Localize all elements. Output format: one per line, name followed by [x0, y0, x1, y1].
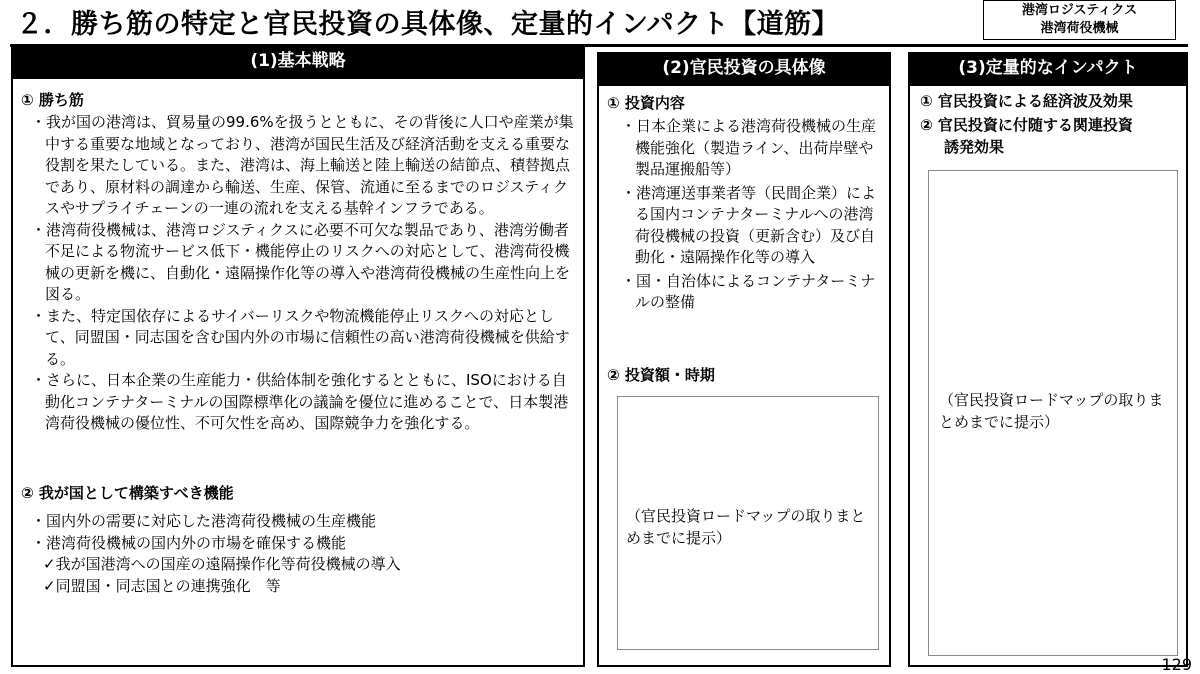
col2-placeholder-text: （官民投資ロードマップの取りまとめまでに提示）	[626, 507, 866, 547]
col2-sec2-title: ② 投資額・時期	[607, 366, 715, 384]
page-number: 129	[1161, 655, 1192, 674]
category-tag-line2: 港湾荷役機械	[1040, 21, 1119, 36]
col1-sec2-title: ② 我が国として構築すべき機能	[21, 484, 234, 502]
check-item: ✓我が国港湾への国産の遠隔操作化等荷役機械の導入	[43, 555, 401, 573]
col1-sec1-list	[31, 112, 579, 435]
col1-sec2-list	[31, 511, 579, 597]
col2-header: (2)官民投資の具体像	[597, 52, 891, 84]
list-item: ・港湾荷役機械は、港湾ロジスティクスに必要不可欠な製品であり、港湾労働者不足による物流サービス低下・機能停止のリスクへの対応として、港湾荷役機械の更新を機に、自動化・遠隔操作化等の導入や港湾荷役機械の生産性向上を図る。	[31, 220, 571, 303]
col2-box	[597, 84, 891, 667]
category-tag-line1: 港湾ロジスティクス	[1021, 3, 1138, 18]
col2-sec1-list	[621, 116, 883, 314]
check-item: ✓同盟国・同志国との連携強化 等	[43, 576, 281, 595]
col3-placeholder-text: （官民投資ロードマップの取りまとめまでに提示）	[939, 391, 1164, 431]
col3-item2-cont: 誘発効果	[944, 138, 1005, 156]
col2-sec1-title: ① 投資内容	[607, 94, 685, 112]
col3-placeholder-box	[928, 170, 1178, 656]
col3-item1: ① 官民投資による経済波及効果	[920, 92, 1133, 110]
col2-placeholder-box	[617, 396, 879, 650]
col3-item2: ② 官民投資に付随する関連投資	[920, 116, 1133, 134]
list-item: ・国・自治体によるコンテナターミナルの整備	[621, 271, 876, 311]
col1-box	[11, 77, 585, 667]
list-item: ・さらに、日本企業の生産能力・供給体制を強化するとともに、ISOにおける自動化コンテナターミナルの国際標準化の議論を優位に進めることで、日本製港湾荷役機械の優位性、不可欠性を高め、国際競争力を強化する。	[31, 371, 569, 432]
col1-sec1-title: ① 勝ち筋	[21, 91, 84, 109]
list-item: ・我が国の港湾は、貿易量の99.6%を扱うとともに、その背後に人口や産業が集中する重要な地域となっており、港湾が国民生活及び経済活動を支える重要な役割を果たしている。また、港湾は、海上輸送と陸上輸送の結節点、積替拠点であり、原材料の調達から輸送、生産、保管、流通に至るまでのロジスティクスやサプライチェーンの一連の流れを支える基幹インフラである。	[31, 113, 574, 217]
category-tag	[983, 0, 1176, 40]
col1-header: (1)基本戦略	[11, 45, 585, 77]
list-item: ・また、特定国依存によるサイバーリスクや物流機能停止リスクへの対応として、同盟国・同志国を含む国内外の市場に信頼性の高い港湾荷役機械を供給する。	[31, 306, 570, 368]
list-item: ・港湾運送事業者等（民間企業）による国内コンテナターミナルへの港湾荷役機械の投資（更新含む）及び自動化・遠隔操作化等の導入	[621, 183, 877, 266]
list-item: ・港湾荷役機械の国内外の市場を確保する機能	[31, 533, 347, 552]
list-item: ・国内外の需要に対応した港湾荷役機械の生産機能	[31, 512, 377, 530]
list-item: ・日本企業による港湾荷役機械の生産機能強化（製造ライン、出荷岸壁や製品運搬船等）	[621, 117, 877, 178]
page-title: ２．勝ち筋の特定と官民投資の具体像、定量的インパクト【道筋】	[16, 9, 840, 40]
col3-header: (3)定量的なインパクト	[908, 52, 1188, 84]
col3-box	[908, 84, 1188, 667]
